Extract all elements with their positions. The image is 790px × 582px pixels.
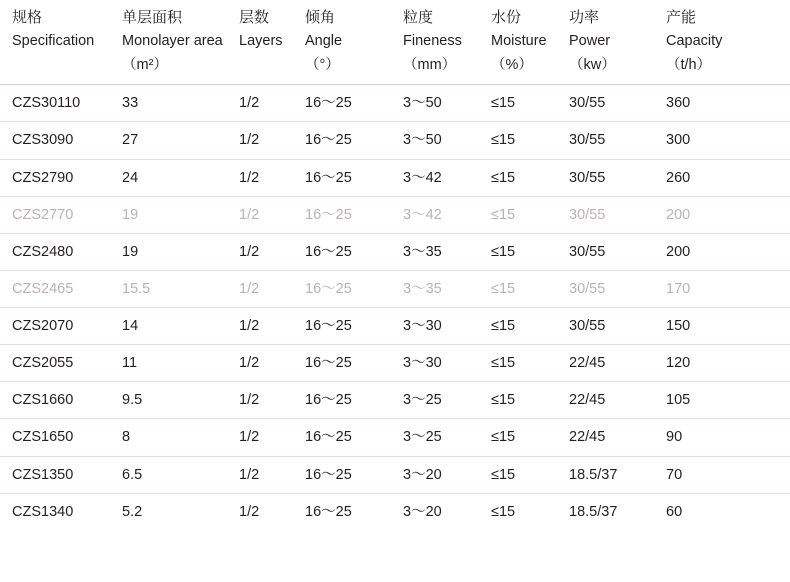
table-cell: 11 [110, 345, 227, 382]
table-cell: 30/55 [557, 270, 654, 307]
column-header-layers-en: Layers [239, 33, 283, 50]
table-cell: 120 [654, 345, 790, 382]
table-cell: 27 [110, 122, 227, 159]
table-cell: 16～25 [293, 270, 391, 307]
table-cell: 22/45 [557, 382, 654, 419]
table-cell: 1/2 [227, 270, 293, 307]
table-cell: 3～42 [391, 159, 479, 196]
table-row [0, 85, 790, 122]
cell-specification: CZS2770 [0, 196, 110, 233]
table-cell: 170 [654, 270, 790, 307]
column-header-angle-unit: （°） [305, 56, 340, 73]
column-header-angle-cn: 倾角 [305, 9, 336, 26]
table-cell: 3～30 [391, 345, 479, 382]
column-header-specification [0, 0, 110, 85]
table-cell: 16～25 [293, 382, 391, 419]
column-header-monolayer-area [110, 0, 227, 85]
table-cell: 150 [654, 308, 790, 345]
table-cell: 16～25 [293, 159, 391, 196]
table-cell: ≤15 [479, 233, 557, 270]
table-cell: 1/2 [227, 419, 293, 456]
column-header-monolayer-area-en: Monolayer area [122, 33, 223, 50]
table-cell: ≤15 [479, 308, 557, 345]
cell-specification: CZS1350 [0, 456, 110, 493]
table-row [0, 419, 790, 456]
column-header-power [557, 0, 654, 85]
table-cell: 3～30 [391, 308, 479, 345]
table-cell: 1/2 [239, 503, 260, 520]
cell-specification: CZS30110 [0, 85, 110, 122]
table-cell: 19 [110, 233, 227, 270]
table-cell: 22/45 [557, 419, 654, 456]
table-cell: 16～25 [293, 456, 391, 493]
column-header-capacity-en: Capacity [666, 33, 723, 50]
column-header-power-en: Power [569, 33, 611, 50]
table-cell: 1/2 [227, 233, 293, 270]
table-cell: 15.5 [110, 270, 227, 307]
table-cell: 1/2 [227, 196, 293, 233]
cell-specification: CZS3090 [0, 122, 110, 159]
cell-specification: CZS2070 [0, 308, 110, 345]
table-cell: 33 [110, 85, 227, 122]
table-header-row [0, 0, 790, 85]
table-cell: 1/2 [227, 85, 293, 122]
column-header-fineness-en: Fineness [403, 33, 462, 50]
table-cell: ≤15 [479, 159, 557, 196]
table-cell: ≤15 [479, 456, 557, 493]
table-cell: 16～25 [293, 122, 391, 159]
table-cell: ≤15 [479, 85, 557, 122]
column-header-moisture [479, 0, 557, 85]
column-header-angle [293, 0, 391, 85]
table-cell: 3～35 [391, 233, 479, 270]
cell-specification: CZS2465 [0, 270, 110, 307]
cell-specification: CZS1650 [0, 419, 110, 456]
column-header-layers-cn: 层数 [239, 9, 270, 26]
table-cell: ≤15 [479, 419, 557, 456]
table-row [0, 233, 790, 270]
table-cell: ≤15 [491, 503, 516, 520]
column-header-capacity [654, 0, 790, 85]
table-cell: 16～25 [293, 85, 391, 122]
table-cell: 1/2 [227, 456, 293, 493]
table-cell: 1/2 [227, 159, 293, 196]
table-cell: 90 [654, 419, 790, 456]
table-cell: 1/2 [227, 308, 293, 345]
column-header-specification-en: Specification [12, 33, 95, 50]
table-cell: 16～25 [293, 196, 391, 233]
cell-specification: CZS2480 [0, 233, 110, 270]
table-cell: 260 [654, 159, 790, 196]
table-cell: 3～20 [403, 503, 442, 520]
column-header-moisture-cn: 水份 [491, 9, 522, 26]
table-cell: 1/2 [227, 122, 293, 159]
table-cell: 16～25 [293, 419, 391, 456]
table-cell: 3～20 [391, 456, 479, 493]
table-cell: 1/2 [227, 382, 293, 419]
cell-specification: CZS1340 [12, 503, 74, 520]
table-row [0, 122, 790, 159]
table-cell: ≤15 [479, 345, 557, 382]
table-cell: 3～50 [391, 85, 479, 122]
table-cell: ≤15 [479, 122, 557, 159]
table-cell: 1/2 [227, 345, 293, 382]
table-cell: 3～42 [391, 196, 479, 233]
column-header-monolayer-area-cn: 单层面积 [122, 9, 183, 26]
table-cell: ≤15 [479, 270, 557, 307]
table-row [0, 345, 790, 382]
cell-specification: CZS2055 [0, 345, 110, 382]
table-row [0, 382, 790, 419]
column-header-power-cn: 功率 [569, 9, 600, 26]
cell-specification: CZS1660 [0, 382, 110, 419]
table-cell: 18.5/37 [569, 503, 618, 520]
table-cell: 30/55 [557, 233, 654, 270]
table-row [0, 493, 790, 530]
table-cell: 8 [110, 419, 227, 456]
column-header-fineness-unit: （mm） [403, 56, 457, 73]
table-cell: 200 [654, 233, 790, 270]
table-cell: 18.5/37 [557, 456, 654, 493]
table-cell: 19 [110, 196, 227, 233]
table-cell: 16～25 [305, 503, 352, 520]
table-row [0, 456, 790, 493]
table-row [0, 196, 790, 233]
column-header-power-unit: （kw） [569, 56, 616, 73]
table-row [0, 270, 790, 307]
table-cell: 30/55 [557, 308, 654, 345]
table-cell: 9.5 [110, 382, 227, 419]
table-cell: 3～35 [391, 270, 479, 307]
table-cell: 16～25 [293, 308, 391, 345]
table-cell: 30/55 [557, 122, 654, 159]
table-cell: ≤15 [479, 196, 557, 233]
column-header-fineness [391, 0, 479, 85]
column-header-monolayer-area-unit: （m²） [122, 56, 168, 73]
cell-specification: CZS2790 [0, 159, 110, 196]
table-cell: 360 [654, 85, 790, 122]
table-cell: 3～25 [391, 382, 479, 419]
table-cell: 5.2 [122, 503, 143, 520]
table-cell: 16～25 [293, 345, 391, 382]
table-cell: 30/55 [557, 159, 654, 196]
table-cell: 200 [654, 196, 790, 233]
column-header-capacity-cn: 产能 [666, 9, 697, 26]
column-header-capacity-unit: （t/h） [666, 56, 712, 73]
table-body [0, 85, 790, 530]
table-cell: 16～25 [293, 233, 391, 270]
table-cell: 70 [654, 456, 790, 493]
column-header-moisture-en: Moisture [491, 33, 547, 50]
table-cell: 105 [654, 382, 790, 419]
column-header-layers [227, 0, 293, 85]
column-header-specification-cn: 规格 [12, 9, 43, 26]
table-cell: 3～50 [391, 122, 479, 159]
table-cell: 30/55 [557, 85, 654, 122]
table-cell: 24 [110, 159, 227, 196]
table-cell: 300 [654, 122, 790, 159]
column-header-angle-en: Angle [305, 33, 343, 50]
table-cell: 22/45 [557, 345, 654, 382]
table-cell: 30/55 [557, 196, 654, 233]
table-cell: 14 [110, 308, 227, 345]
column-header-moisture-unit: （%） [491, 56, 533, 73]
column-header-fineness-cn: 粒度 [403, 9, 434, 26]
table-cell: 3～25 [391, 419, 479, 456]
table-cell: 60 [666, 503, 683, 520]
table-header [0, 0, 790, 85]
table-cell: 6.5 [110, 456, 227, 493]
table-row [0, 308, 790, 345]
table-row [0, 159, 790, 196]
table-cell: ≤15 [479, 382, 557, 419]
